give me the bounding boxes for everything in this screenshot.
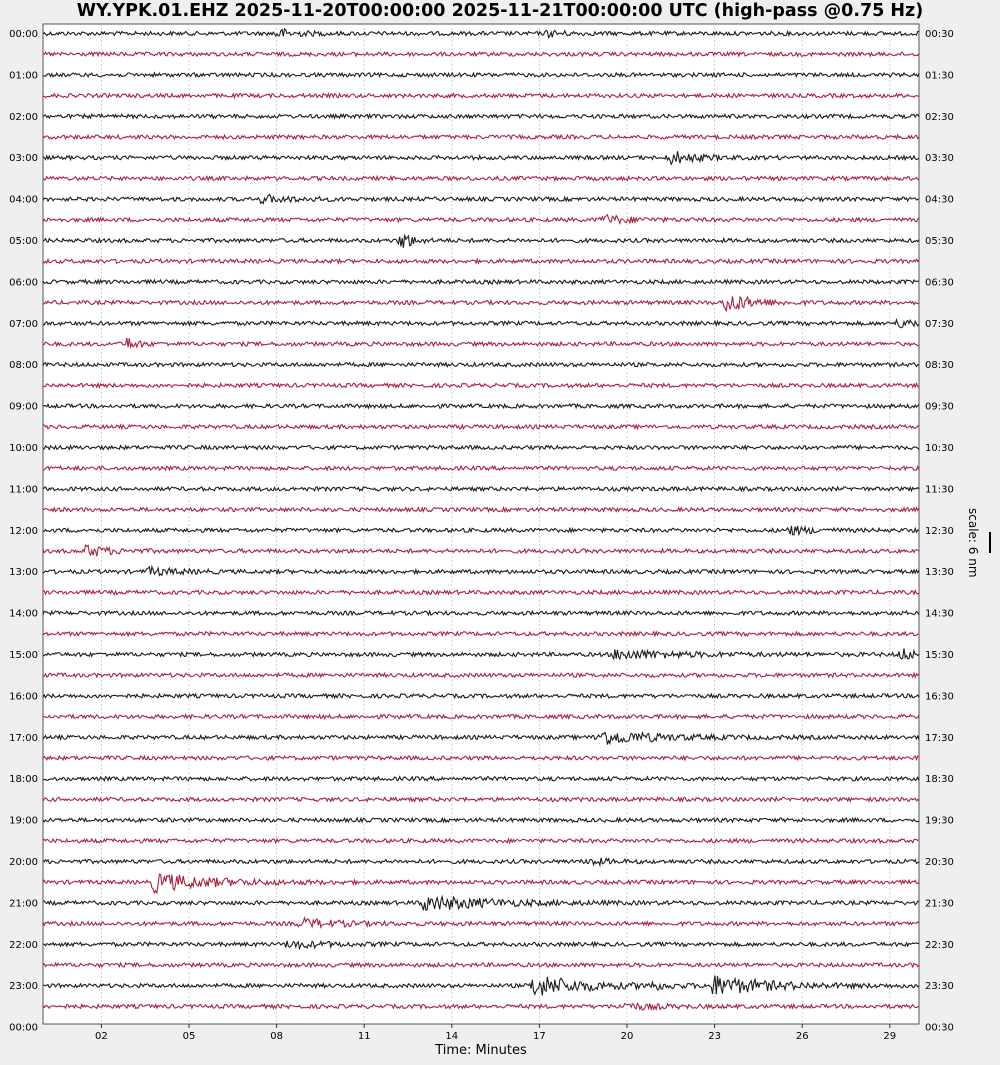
left-time-label: 00:00 <box>9 29 38 40</box>
left-time-label: 18:00 <box>9 774 38 786</box>
left-time-label: 01:00 <box>9 70 38 82</box>
left-time-label: 19:00 <box>9 815 38 827</box>
left-time-label: 12:00 <box>9 525 38 537</box>
right-time-label: 01:30 <box>925 70 954 82</box>
x-tick-label: 11 <box>357 1031 371 1042</box>
right-time-label: 20:30 <box>925 857 954 868</box>
left-time-label: 17:00 <box>9 732 38 744</box>
right-time-label: 03:30 <box>925 153 954 165</box>
right-time-label: 18:30 <box>925 774 954 786</box>
left-time-label: 08:00 <box>9 360 38 372</box>
left-time-label: 20:00 <box>9 857 38 868</box>
x-tick-label: 14 <box>445 1031 459 1042</box>
right-time-label: 16:30 <box>925 691 954 703</box>
right-time-label: 12:30 <box>925 525 954 537</box>
right-time-label: 13:30 <box>925 567 954 579</box>
chart-title: WY.YPK.01.EHZ 2025-11-20T00:00:00 2025-11-21T00:00:00 UTC (high-pass @0.75 Hz) <box>76 1 924 21</box>
right-time-labels <box>925 29 954 1034</box>
right-time-label: 05:30 <box>925 236 954 247</box>
x-tick-label: 05 <box>182 1031 196 1042</box>
right-time-label: 07:30 <box>925 318 954 330</box>
x-tick-label: 20 <box>620 1031 634 1042</box>
left-time-label: 05:00 <box>9 236 38 247</box>
right-time-label: 09:30 <box>925 401 954 413</box>
right-time-label: 19:30 <box>925 815 954 827</box>
amplitude-scale <box>966 508 992 578</box>
scale-bar <box>989 532 991 553</box>
right-time-label: 00:30 <box>925 29 954 40</box>
left-time-label: 11:00 <box>9 484 38 496</box>
x-tick-label: 23 <box>708 1031 721 1042</box>
x-axis-label: Time: Minutes <box>435 1043 527 1058</box>
left-time-label: 04:00 <box>9 194 38 206</box>
x-tick-label: 26 <box>795 1031 809 1042</box>
right-time-label: 22:30 <box>925 939 954 951</box>
left-time-label: 03:00 <box>9 153 38 165</box>
right-time-label: 06:30 <box>925 277 954 289</box>
left-time-label: 23:00 <box>9 981 38 993</box>
left-time-label: 21:00 <box>9 898 38 910</box>
left-time-label: 13:00 <box>9 567 38 579</box>
x-axis-ticks <box>95 1024 896 1042</box>
left-time-label: 14:00 <box>9 608 38 620</box>
x-tick-label: 02 <box>95 1031 108 1042</box>
left-time-label: 15:00 <box>9 650 38 661</box>
right-time-label: 23:30 <box>925 981 954 993</box>
x-tick-label: 29 <box>883 1031 897 1042</box>
right-time-label: 21:30 <box>925 898 954 910</box>
left-time-label: 02:00 <box>9 111 38 123</box>
left-time-labels <box>9 29 38 1034</box>
plot-area <box>43 24 919 1024</box>
left-time-label: 06:00 <box>9 277 38 289</box>
left-time-label: 00:00 <box>9 1022 38 1034</box>
left-time-label: 16:00 <box>9 691 38 703</box>
right-time-label: 15:30 <box>925 650 954 661</box>
right-time-label: 08:30 <box>925 360 954 372</box>
right-time-label: 10:30 <box>925 443 954 454</box>
right-time-label: 11:30 <box>925 484 954 496</box>
left-time-label: 09:00 <box>9 401 38 413</box>
left-time-label: 10:00 <box>9 443 38 454</box>
left-time-label: 22:00 <box>9 939 38 951</box>
right-time-label: 17:30 <box>925 732 954 744</box>
right-time-label: 04:30 <box>925 194 954 206</box>
right-time-label: 14:30 <box>925 608 954 620</box>
left-time-label: 07:00 <box>9 318 38 330</box>
right-time-label: 02:30 <box>925 111 954 123</box>
x-tick-label: 08 <box>270 1031 283 1042</box>
right-time-label: 00:30 <box>925 1022 954 1034</box>
x-tick-label: 17 <box>533 1031 546 1042</box>
scale-label: scale: 6 nm <box>966 508 980 578</box>
